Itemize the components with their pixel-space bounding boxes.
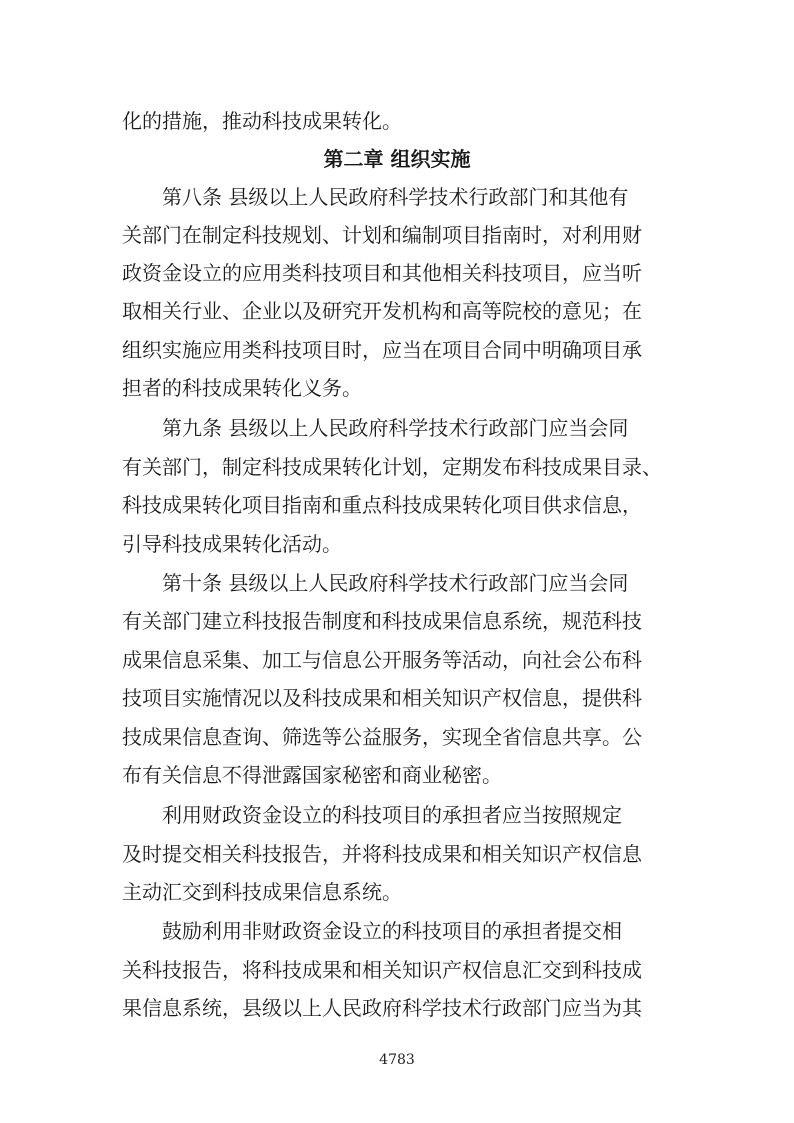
paragraph-line: 组织实施应用类科技项目时，应当在项目合同中明确项目承 — [122, 338, 642, 362]
paragraph-line: 科技成果转化项目指南和重点科技成果转化项目供求信息， — [122, 493, 642, 517]
paragraph-line: 担者的科技成果转化义务。 — [122, 376, 362, 400]
paragraph-line: 及时提交相关科技报告，并将科技成果和相关知识产权信息 — [122, 842, 642, 866]
paragraph-line: 第九条 县级以上人民政府科学技术行政部门应当会同 — [162, 416, 629, 440]
paragraph-line: 果信息系统，县级以上人民政府科学技术行政部门应当为其 — [122, 996, 642, 1020]
paragraph-line: 政资金设立的应用类科技项目和其他相关科技项目，应当听 — [122, 261, 642, 285]
paragraph-line: 成果信息采集、加工与信息公开服务等活动，向社会公布科 — [122, 648, 642, 672]
chapter-heading: 第二章 组织实施 — [323, 147, 471, 171]
paragraph-line: 主动汇交到科技成果信息系统。 — [122, 880, 402, 904]
paragraph-line: 第八条 县级以上人民政府科学技术行政部门和其他有 — [162, 185, 629, 209]
paragraph-line: 第十条 县级以上人民政府科学技术行政部门应当会同 — [162, 571, 629, 595]
paragraph-line: 技成果信息查询、筛选等公益服务，实现全省信息共享。公 — [122, 725, 642, 749]
paragraph-line: 关科技报告，将科技成果和相关知识产权信息汇交到科技成 — [122, 958, 642, 982]
paragraph-line: 技项目实施情况以及科技成果和相关知识产权信息，提供科 — [122, 686, 642, 710]
opening-line: 化的措施，推动科技成果转化。 — [122, 109, 402, 133]
paragraph-line: 鼓励利用非财政资金设立的科技项目的承担者提交相 — [162, 919, 622, 943]
paragraph-line: 布有关信息不得泄露国家秘密和商业秘密。 — [122, 763, 502, 787]
paragraph-line: 利用财政资金设立的科技项目的承担者应当按照规定 — [162, 803, 622, 827]
paragraph-line: 引导科技成果转化活动。 — [122, 532, 342, 556]
paragraph-line: 有关部门建立科技报告制度和科技成果信息系统，规范科技 — [122, 609, 642, 633]
page-number: 4783 — [379, 1052, 415, 1068]
paragraph-line: 关部门在制定科技规划、计划和编制项目指南时，对利用财 — [122, 223, 642, 247]
paragraph-line: 取相关行业、企业以及研究开发机构和高等院校的意见；在 — [122, 299, 642, 323]
paragraph-line: 有关部门，制定科技成果转化计划，定期发布科技成果目录、 — [122, 455, 662, 479]
